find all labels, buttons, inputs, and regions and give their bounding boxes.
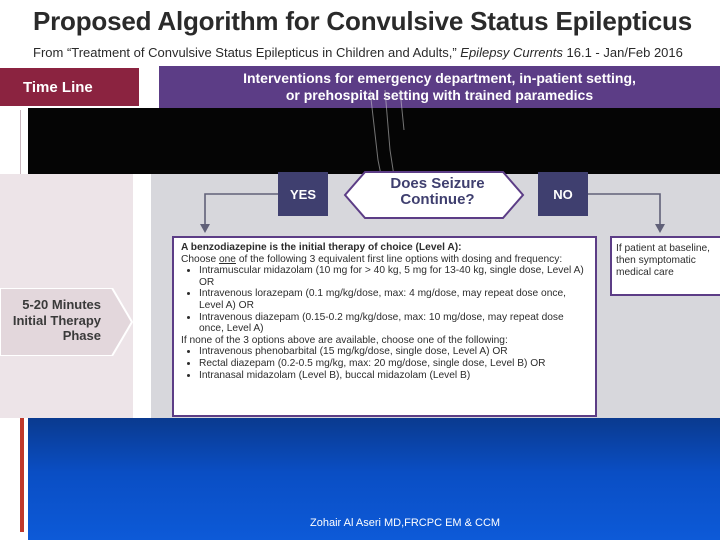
timeline-label: Time Line	[23, 78, 93, 96]
interventions-line-1: Interventions for emergency department, in-patient setting,	[243, 70, 636, 86]
phase-line-2: Initial Therapy	[12, 312, 101, 328]
option-item: • Intravenous diazepam (0.15-0.2 mg/kg/dose, max: 10 mg/dose, may repeat dose once, Level A)	[199, 312, 589, 335]
yes-label: YES	[289, 186, 316, 202]
option-item: • Intramuscular midazolam (10 mg for > 40 kg, 5 mg for 13-40 kg, single dose, Level A) OR	[199, 265, 589, 288]
choose-pre: Choose	[181, 253, 217, 265]
subtitle-suffix: 16.1 - Jan/Feb 2016	[566, 45, 683, 60]
accent-bar	[20, 418, 24, 532]
decision-line-1: Does Seizure	[390, 175, 485, 192]
subtitle-journal: Epilepsy Currents	[460, 45, 563, 60]
decision-label	[370, 176, 505, 208]
fallback-item: • Rectal diazepam (0.2-0.5 mg/kg, max: 20 mg/dose, single dose, Level B) OR	[199, 358, 589, 370]
phase-line-1: 5-20 Minutes	[22, 297, 101, 312]
choose-one: one	[218, 253, 236, 265]
no-node	[538, 172, 588, 216]
first-line-options	[181, 265, 589, 335]
fallback-item: • Intranasal midazolam (Level B), buccal midazolam (Level B)	[199, 370, 589, 382]
therapy-choose-line	[181, 254, 589, 266]
therapy-heading: A benzodiazepine is the initial therapy of choice (Level A):	[181, 242, 462, 253]
decision-line-2: Continue?	[400, 191, 475, 208]
author-credit: Zohair Al Aseri MD,FRCPC EM & CCM	[310, 517, 501, 529]
phase-line-3: Phase	[62, 328, 101, 343]
subtitle-prefix: From “Treatment of Convulsive Status Epilepticus in Children and Adults,”	[33, 45, 457, 60]
choose-post: of the following 3 equivalent first line options with dosing and frequency:	[238, 253, 563, 265]
slide-title: Proposed Algorithm for Convulsive Status Epilepticus	[33, 6, 692, 36]
no-label: NO	[553, 186, 573, 202]
baseline-text: If patient at baseline, then symptomatic medical care	[616, 243, 711, 278]
initial-therapy-box	[172, 236, 597, 417]
fallback-item: • Intravenous phenobarbital (15 mg/kg/dose, single dose, Level A) OR	[199, 346, 589, 358]
fallback-heading: If none of the 3 options above are available, choose one of the following:	[181, 334, 508, 346]
fallback-options	[181, 346, 589, 381]
baseline-care-box	[610, 236, 720, 296]
yes-node	[278, 172, 328, 216]
interventions-line-2: or prehospital setting with trained paramedics	[285, 87, 594, 103]
option-item: • Intravenous lorazepam (0.1 mg/kg/dose, max: 4 mg/dose, may repeat dose once, Level A) OR	[199, 288, 589, 311]
